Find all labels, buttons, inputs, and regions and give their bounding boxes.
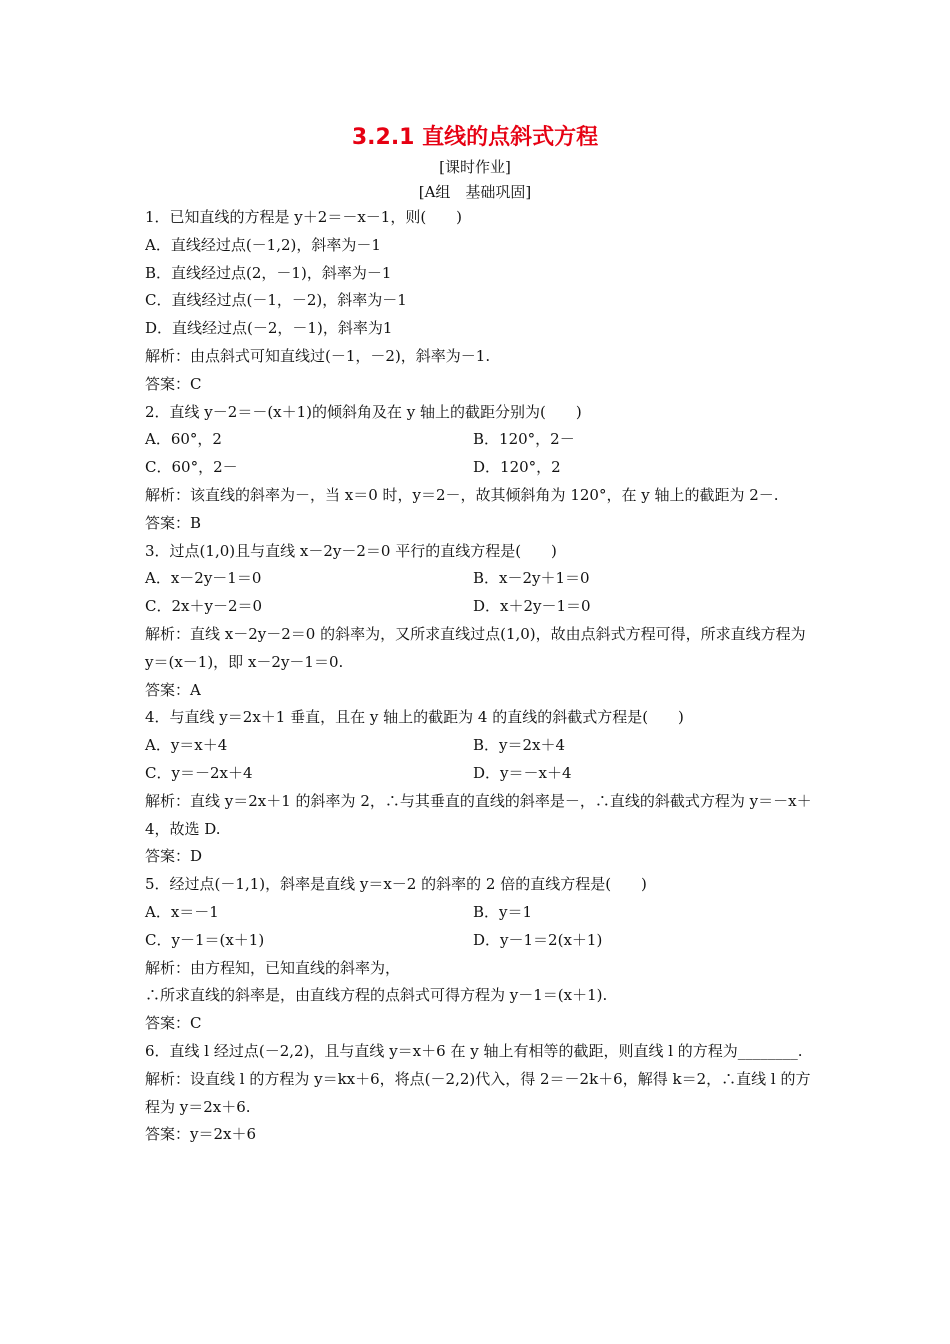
question-2-option-b: B．120°，2－ (473, 430, 575, 449)
question-5-option-a: A．x＝－1 (145, 902, 219, 921)
question-3-analysis: 解析：直线 x－2y－2＝0 的斜率为，又所求直线过点(1,0)，故由点斜式方程可得，所求直线方程为 y＝(x－1)，即 x－2y－1＝0. (145, 624, 806, 671)
question-4-analysis: 解析：直线 y＝2x＋1 的斜率为 2，∴与其垂直的直线的斜率是－，∴直线的斜截式方程为 y＝－x＋4，故选 D. (145, 791, 812, 838)
question-3-answer: 答案：A (145, 680, 201, 699)
question-1-stem: 1．已知直线的方程是 y＋2＝－x－1，则( ) (145, 208, 463, 226)
question-4-answer: 答案：D (145, 847, 203, 866)
question-3-option-b: B．x－2y＋1＝0 (473, 569, 590, 588)
question-4-options-row-2 (145, 760, 815, 788)
question-3-option-d: D．x＋2y－1＝0 (473, 597, 591, 616)
question-2-options-row-1 (145, 426, 815, 454)
question-4-option-a: A．y＝x＋4 (145, 736, 228, 755)
question-2-option-d: D．120°，2 (473, 458, 561, 477)
question-5-option-b: B．y＝1 (473, 902, 533, 921)
question-5-analysis-line-1: 解析：由方程知，已知直线的斜率为， (145, 958, 401, 977)
question-5-options-row-1 (145, 899, 815, 927)
question-2-option-a: A．60°，2 (145, 430, 222, 449)
question-6-answer: 答案：y＝2x＋6 (145, 1125, 257, 1144)
questions-content (145, 204, 815, 1149)
question-2-answer: 答案：B (145, 513, 202, 532)
question-2-option-c: C．60°，2－ (145, 458, 238, 477)
question-4-option-b: B．y＝2x＋4 (473, 736, 566, 755)
question-3-option-a: A．x－2y－1＝0 (145, 569, 262, 588)
question-5-answer: 答案：C (145, 1014, 202, 1033)
question-4-stem: 4．与直线 y＝2x＋1 垂直，且在 y 轴上的截距为 4 的直线的斜截式方程是( ) (145, 708, 684, 727)
question-1-analysis: 解析：由点斜式可知直线过(－1，－2)，斜率为－1. (145, 346, 491, 365)
question-1-option-a: A．直线经过点(－1,2)，斜率为－1 (145, 235, 381, 254)
question-1-option-d: D．直线经过点(－2，－1)，斜率为1 (145, 319, 393, 338)
question-3-option-c: C．2x＋y－2＝0 (145, 597, 263, 616)
question-6-stem: 6．直线 l 经过点(－2,2)，且与直线 y＝x＋6 在 y 轴上有相等的截距，则直线 l 的方程为________. (145, 1041, 803, 1060)
question-4-option-d: D．y＝－x＋4 (473, 763, 572, 782)
question-1-option-c: C．直线经过点(－1，－2)，斜率为－1 (145, 291, 407, 310)
question-3-stem: 3．过点(1,0)且与直线 x－2y－2＝0 平行的直线方程是( ) (145, 541, 557, 560)
subtitle-homework: [课时作业] (439, 158, 511, 176)
question-2-analysis: 解析：该直线的斜率为－，当 x＝0 时，y＝2－，故其倾斜角为 120°，在 y 轴上的截距为 2－. (145, 485, 779, 504)
question-5-option-d: D．y－1＝2(x＋1) (473, 930, 603, 949)
question-5-option-c: C．y－1＝(x＋1) (145, 930, 265, 949)
question-1-answer: 答案：C (145, 374, 202, 393)
question-5-analysis-line-2: ∴所求直线的斜率是，由直线方程的点斜式可得方程为 y－1＝(x＋1). (145, 986, 608, 1005)
subtitle-group: [A组 基础巩固] (418, 183, 532, 201)
question-4-options-row-1 (145, 732, 815, 760)
question-3-options-row-1 (145, 565, 815, 593)
question-2-options-row-2 (145, 454, 815, 482)
question-2-stem: 2．直线 y－2＝－(x＋1)的倾斜角及在 y 轴上的截距分别为( ) (145, 402, 582, 421)
question-5-options-row-2 (145, 927, 815, 955)
question-6-analysis: 解析：设直线 l 的方程为 y＝kx＋6，将点(－2,2)代入，得 2＝－2k＋6，解得 k＝2，∴直线 l 的方程为 y＝2x＋6. (145, 1069, 811, 1116)
question-4-option-c: C．y＝－2x＋4 (145, 763, 253, 782)
question-3-options-row-2 (145, 593, 815, 621)
page-title: 3.2.1 直线的点斜式方程 (351, 125, 599, 150)
question-1-option-b: B．直线经过点(2，－1)，斜率为－1 (145, 263, 392, 282)
question-5-stem: 5．经过点(－1,1)，斜率是直线 y＝x－2 的斜率的 2 倍的直线方程是( ) (145, 875, 647, 894)
